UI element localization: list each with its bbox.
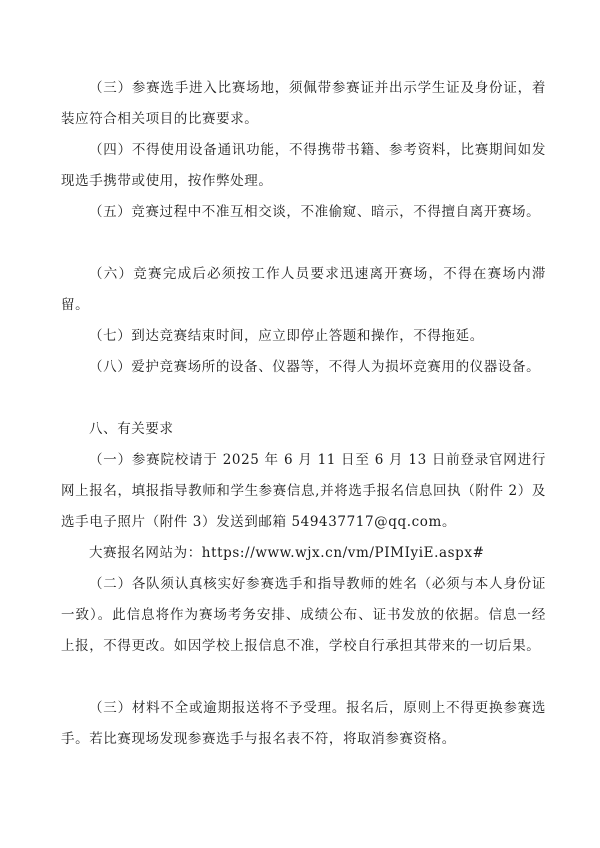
- requirement-paragraph-3: （三）材料不全或逾期报送将不予受理。报名后，原则上不得更换参赛选手。若比赛现场发现参赛选手与报名表不符，将取消参赛资格。: [61, 700, 546, 747]
- section-heading: 八、有关要求: [89, 421, 174, 437]
- rule-paragraph-5: （五）竞赛过程中不准互相交谈，不准偷窥、暗示，不得擅自离开赛场。: [89, 204, 541, 220]
- rule-paragraph-7: （七）到达竞赛结束时间，应立即停止答题和操作，不得拖延。: [89, 328, 484, 344]
- rule-paragraph-8: （八）爱护竞赛场所的设备、仪器等，不得人为损坏竞赛用的仪器设备。: [89, 359, 541, 375]
- rule-paragraph-4: （四）不得使用设备通讯功能，不得携带书籍、参考资料，比赛期间如发现选手携带或使用，按作弊处理。: [61, 142, 546, 189]
- rule-paragraph-6: （六）竞赛完成后必须按工作人员要求迅速离开赛场，不得在赛场内滞留。: [61, 266, 546, 313]
- rule-paragraph-3: （三）参赛选手进入比赛场地，须佩带参赛证并出示学生证及身份证，着装应符合相关项目的比赛要求。: [61, 80, 546, 127]
- registration-website: 大赛报名网站为：https://www.wjx.cn/vm/PIMIyiE.aspx#: [89, 545, 485, 561]
- requirement-paragraph-1: （一）参赛院校请于 2025 年 6 月 11 日至 6 月 13 日前登录官网进行网上报名，填报指导教师和学生参赛信息,并将选手报名信息回执（附件 2）及选手电子照片（附件 3）发送到邮箱 549437717@qq.com。: [61, 452, 546, 530]
- requirement-paragraph-2: （二）各队须认真核实好参赛选手和指导教师的姓名（必须与本人身份证一致）。此信息将作为赛场考务安排、成绩公布、证书发放的依据。信息一经上报，不得更改。如因学校上报信息不准，学校自行承担其带来的一切后果。: [61, 576, 546, 654]
